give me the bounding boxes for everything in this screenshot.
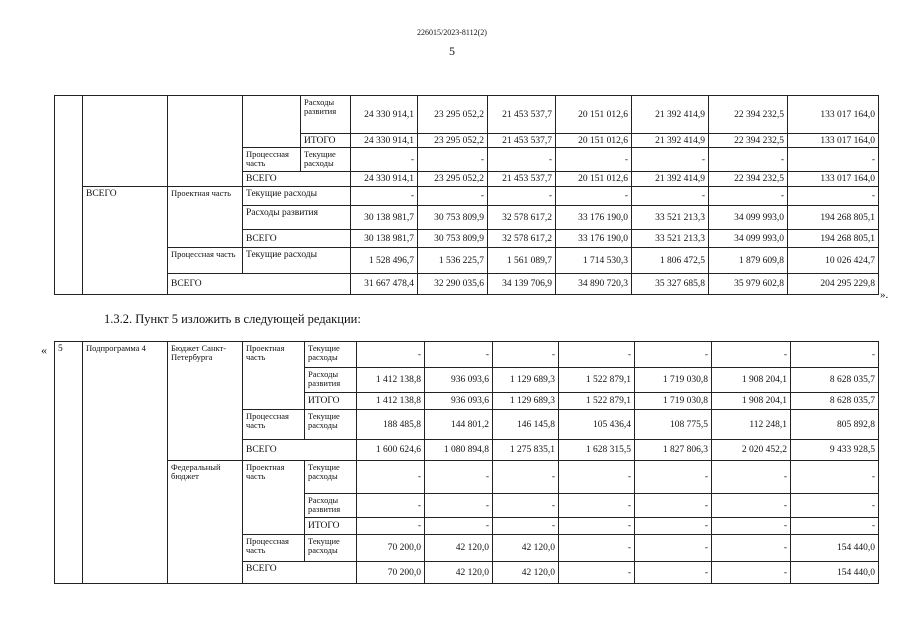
value-cell: 133 017 164,0 — [788, 134, 879, 148]
value-cell: 936 093,6 — [425, 368, 493, 393]
value-cell: 936 093,6 — [425, 393, 493, 410]
row-label: Расходы развития — [305, 494, 357, 518]
value-cell: 30 138 981,7 — [351, 206, 418, 230]
value-cell: 22 394 232,5 — [709, 134, 788, 148]
value-cell: 23 295 052,2 — [418, 172, 488, 187]
table-row — [55, 342, 879, 368]
table-row — [55, 274, 879, 295]
value-cell: 20 151 012,6 — [556, 96, 632, 134]
value-cell: - — [635, 494, 712, 518]
value-cell: - — [351, 187, 418, 206]
value-cell: 2 020 452,2 — [712, 440, 791, 461]
value-cell: - — [632, 187, 709, 206]
table-row — [55, 96, 879, 134]
row-label: Расходы развития — [301, 96, 351, 134]
value-cell: - — [556, 148, 632, 172]
value-cell: - — [712, 342, 791, 368]
value-cell: 1 129 689,3 — [493, 368, 559, 393]
value-cell: 1 129 689,3 — [493, 393, 559, 410]
value-cell: 194 268 805,1 — [788, 206, 879, 230]
row-label: Процессная часть — [168, 248, 243, 274]
value-cell: 21 453 537,7 — [488, 96, 556, 134]
value-cell: 1 879 609,8 — [709, 248, 788, 274]
value-cell: 9 433 928,5 — [791, 440, 879, 461]
value-cell: - — [493, 494, 559, 518]
value-cell: - — [559, 518, 635, 535]
value-cell: 30 753 809,9 — [418, 206, 488, 230]
value-cell: - — [493, 342, 559, 368]
value-cell: - — [556, 187, 632, 206]
value-cell: 10 026 424,7 — [788, 248, 879, 274]
value-cell: 32 578 617,2 — [488, 230, 556, 248]
value-cell: - — [559, 494, 635, 518]
value-cell: 35 979 602,8 — [709, 274, 788, 295]
subprogram-name: Подпрограмма 4 — [83, 342, 168, 584]
value-cell: - — [635, 535, 712, 562]
value-cell: - — [791, 494, 879, 518]
value-cell: - — [357, 461, 425, 494]
value-cell: - — [493, 518, 559, 535]
value-cell: 8 628 035,7 — [791, 368, 879, 393]
value-cell: 108 775,5 — [635, 410, 712, 440]
value-cell: 22 394 232,5 — [709, 172, 788, 187]
value-cell: - — [488, 148, 556, 172]
value-cell: 1 561 089,7 — [488, 248, 556, 274]
row-label: ВСЕГО — [243, 230, 351, 248]
table-row — [55, 461, 879, 494]
row-label: ИТОГО — [305, 393, 357, 410]
closing-quote-mark: ». — [880, 289, 889, 301]
value-cell: 32 290 035,6 — [418, 274, 488, 295]
value-cell: - — [559, 342, 635, 368]
value-cell: 1 719 030,8 — [635, 393, 712, 410]
row-label: ИТОГО — [301, 134, 351, 148]
value-cell: 1 080 894,8 — [425, 440, 493, 461]
value-cell: 1 908 204,1 — [712, 393, 791, 410]
value-cell: 34 099 993,0 — [709, 230, 788, 248]
value-cell: 33 176 190,0 — [556, 206, 632, 230]
value-cell: 1 719 030,8 — [635, 368, 712, 393]
value-cell: - — [791, 518, 879, 535]
value-cell: 133 017 164,0 — [788, 172, 879, 187]
table-cell — [168, 96, 243, 187]
value-cell: 1 275 835,1 — [493, 440, 559, 461]
value-cell: 21 453 537,7 — [488, 134, 556, 148]
value-cell: 20 151 012,6 — [556, 134, 632, 148]
row-label: Текущие расходы — [243, 187, 351, 206]
value-cell: 70 200,0 — [357, 562, 425, 584]
value-cell: - — [788, 187, 879, 206]
row-label: ИТОГО — [305, 518, 357, 535]
row-label: ВСЕГО — [243, 562, 357, 584]
row-number: 5 — [55, 342, 83, 584]
value-cell: 33 176 190,0 — [556, 230, 632, 248]
table-row — [55, 248, 879, 274]
row-label: Текущие расходы — [305, 461, 357, 494]
value-cell: 70 200,0 — [357, 535, 425, 562]
value-cell: - — [712, 562, 791, 584]
value-cell: - — [425, 494, 493, 518]
value-cell: 133 017 164,0 — [788, 96, 879, 134]
value-cell: 33 521 213,3 — [632, 206, 709, 230]
value-cell: - — [357, 518, 425, 535]
document-number: 226015/2023-8112(2) — [417, 28, 487, 37]
value-cell: 154 440,0 — [791, 562, 879, 584]
row-label: Текущие расходы — [305, 410, 357, 440]
value-cell: 21 453 537,7 — [488, 172, 556, 187]
value-cell: - — [632, 148, 709, 172]
value-cell: - — [559, 562, 635, 584]
value-cell: 1 412 138,8 — [357, 393, 425, 410]
value-cell: - — [559, 535, 635, 562]
table-cell — [83, 96, 168, 187]
row-label: Расходы развития — [305, 368, 357, 393]
value-cell: 188 485,8 — [357, 410, 425, 440]
value-cell: 144 801,2 — [425, 410, 493, 440]
row-label: Текущие расходы — [305, 342, 357, 368]
value-cell: 112 248,1 — [712, 410, 791, 440]
row-label: Процессная часть — [243, 535, 305, 562]
row-label: ВСЕГО — [243, 172, 351, 187]
value-cell: - — [712, 518, 791, 535]
page-number: 5 — [449, 44, 455, 58]
table-cell — [243, 96, 301, 148]
value-cell: 30 753 809,9 — [418, 230, 488, 248]
value-cell: - — [418, 148, 488, 172]
row-label: Проектная часть — [168, 187, 243, 248]
row-label: Расходы развития — [243, 206, 351, 230]
row-label: Проектная часть — [243, 461, 305, 535]
table-row — [55, 187, 879, 206]
value-cell: 1 522 879,1 — [559, 393, 635, 410]
value-cell: 21 392 414,9 — [632, 96, 709, 134]
value-cell: - — [709, 148, 788, 172]
value-cell: - — [635, 342, 712, 368]
value-cell: 1 412 138,8 — [357, 368, 425, 393]
value-cell: 34 099 993,0 — [709, 206, 788, 230]
funding-source: Бюджет Санкт-Петербурга — [168, 342, 243, 461]
value-cell: 20 151 012,6 — [556, 172, 632, 187]
value-cell: 1 908 204,1 — [712, 368, 791, 393]
value-cell: - — [418, 187, 488, 206]
value-cell: 1 522 879,1 — [559, 368, 635, 393]
value-cell: 33 521 213,3 — [632, 230, 709, 248]
value-cell: - — [357, 342, 425, 368]
value-cell: 8 628 035,7 — [791, 393, 879, 410]
value-cell: - — [788, 148, 879, 172]
value-cell: 204 295 229,8 — [788, 274, 879, 295]
value-cell: 42 120,0 — [425, 535, 493, 562]
value-cell: 154 440,0 — [791, 535, 879, 562]
table-cell — [55, 96, 83, 295]
budget-table-continuation — [54, 95, 879, 295]
value-cell: 146 145,8 — [493, 410, 559, 440]
value-cell: - — [709, 187, 788, 206]
row-label: Проектная часть — [243, 342, 305, 410]
row-label: Процессная часть — [243, 148, 301, 172]
value-cell: - — [791, 342, 879, 368]
value-cell: 1 806 472,5 — [632, 248, 709, 274]
value-cell: - — [791, 461, 879, 494]
value-cell: 1 600 624,6 — [357, 440, 425, 461]
value-cell: - — [425, 518, 493, 535]
value-cell: 34 890 720,3 — [556, 274, 632, 295]
value-cell: 194 268 805,1 — [788, 230, 879, 248]
value-cell: - — [712, 535, 791, 562]
value-cell: 42 120,0 — [425, 562, 493, 584]
value-cell: 805 892,8 — [791, 410, 879, 440]
row-label: ВСЕГО — [243, 440, 357, 461]
value-cell: 42 120,0 — [493, 535, 559, 562]
row-label: Текущие расходы — [243, 248, 351, 274]
value-cell: 105 436,4 — [559, 410, 635, 440]
value-cell: 1 628 315,5 — [559, 440, 635, 461]
value-cell: 21 392 414,9 — [632, 172, 709, 187]
value-cell: 23 295 052,2 — [418, 134, 488, 148]
value-cell: 42 120,0 — [493, 562, 559, 584]
row-label: ВСЕГО — [168, 274, 351, 295]
subprogram-4-table — [54, 341, 879, 584]
value-cell: - — [712, 494, 791, 518]
value-cell: - — [357, 494, 425, 518]
row-label: ВСЕГО — [83, 187, 168, 295]
value-cell: - — [635, 461, 712, 494]
row-label: Процессная часть — [243, 410, 305, 440]
value-cell: - — [351, 148, 418, 172]
value-cell: - — [635, 518, 712, 535]
value-cell: 24 330 914,1 — [351, 172, 418, 187]
value-cell: - — [635, 562, 712, 584]
value-cell: 30 138 981,7 — [351, 230, 418, 248]
value-cell: 34 139 706,9 — [488, 274, 556, 295]
row-label: Текущие расходы — [305, 535, 357, 562]
value-cell: 21 392 414,9 — [632, 134, 709, 148]
value-cell: 1 827 806,3 — [635, 440, 712, 461]
value-cell: - — [425, 461, 493, 494]
value-cell: - — [488, 187, 556, 206]
value-cell: 32 578 617,2 — [488, 206, 556, 230]
value-cell: 24 330 914,1 — [351, 134, 418, 148]
value-cell: - — [712, 461, 791, 494]
value-cell: 1 528 496,7 — [351, 248, 418, 274]
value-cell: 35 327 685,8 — [632, 274, 709, 295]
value-cell: - — [425, 342, 493, 368]
value-cell: - — [493, 461, 559, 494]
opening-quote-mark: « — [41, 343, 47, 357]
row-label: Текущие расходы — [301, 148, 351, 172]
value-cell: 22 394 232,5 — [709, 96, 788, 134]
value-cell: 1 536 225,7 — [418, 248, 488, 274]
value-cell: - — [559, 461, 635, 494]
value-cell: 23 295 052,2 — [418, 96, 488, 134]
value-cell: 31 667 478,4 — [351, 274, 418, 295]
amendment-paragraph: 1.3.2. Пункт 5 изложить в следующей редакции: — [104, 312, 361, 326]
value-cell: 1 714 530,3 — [556, 248, 632, 274]
funding-source: Федеральный бюджет — [168, 461, 243, 584]
value-cell: 24 330 914,1 — [351, 96, 418, 134]
